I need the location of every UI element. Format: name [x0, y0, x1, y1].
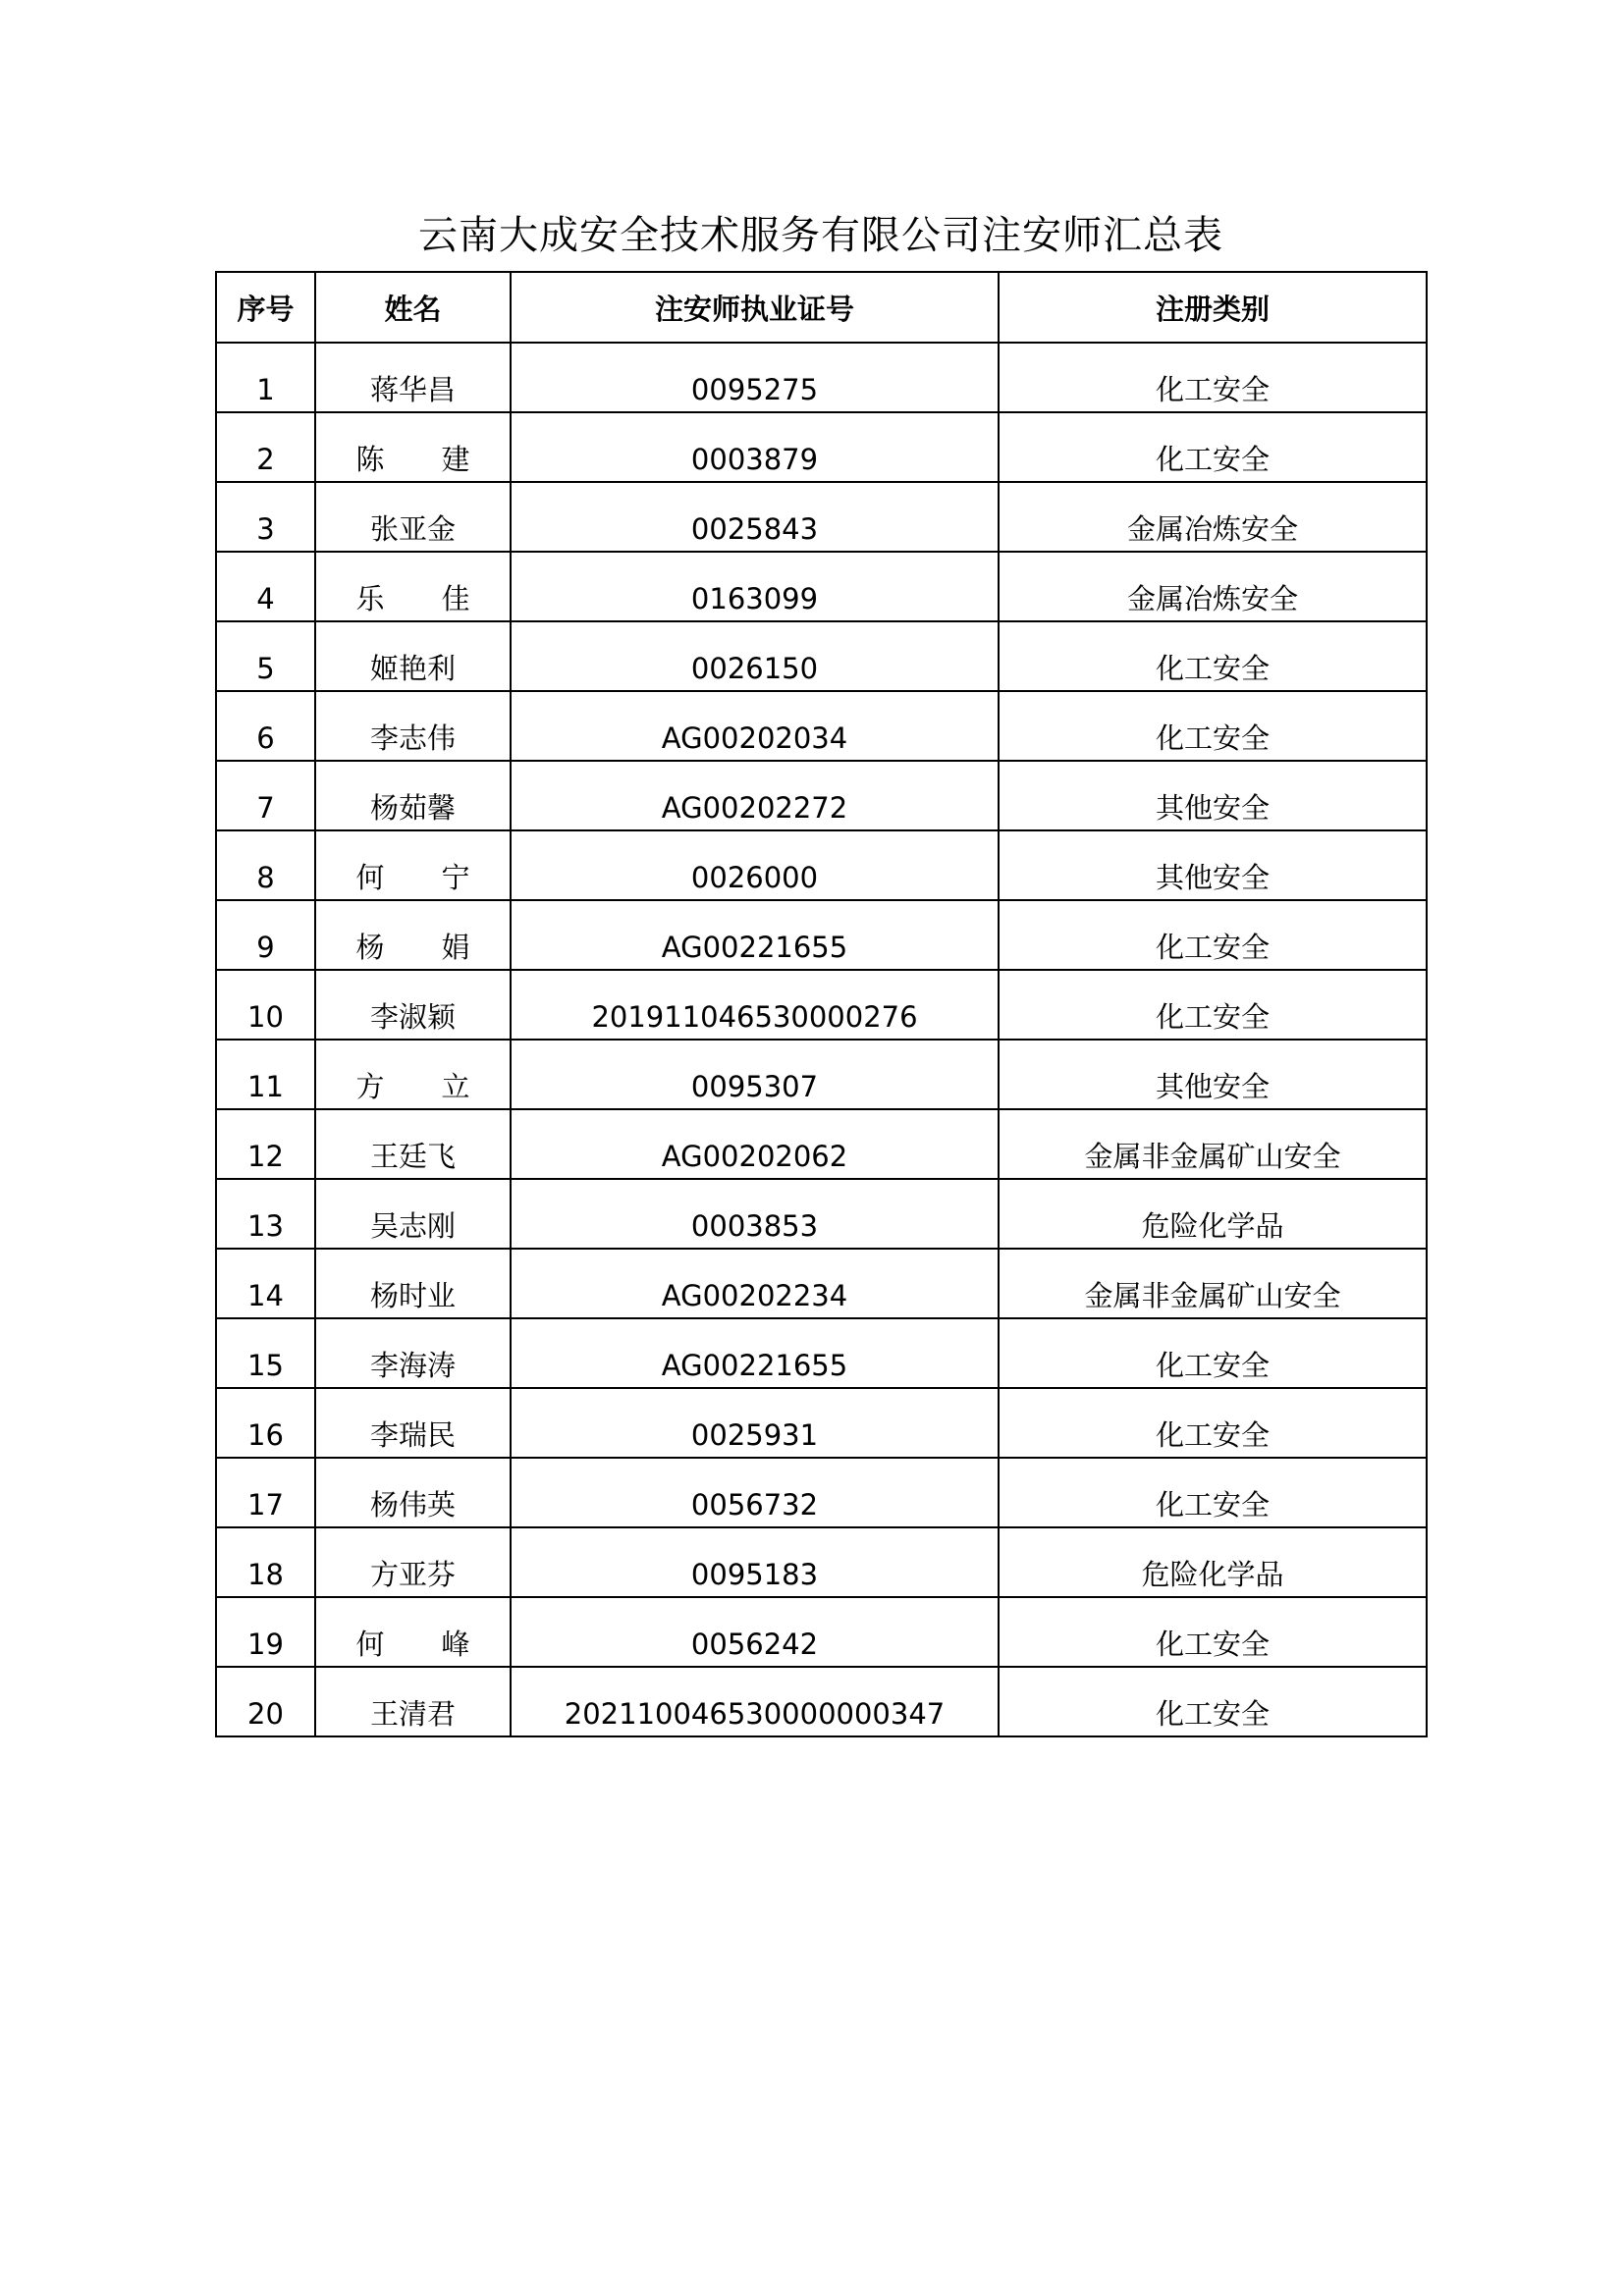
table-row	[216, 1179, 1427, 1249]
row-certificate-number: 0095307	[511, 1040, 999, 1109]
row-name: 张亚金	[315, 482, 511, 552]
row-name: 何 宁	[315, 830, 511, 900]
table-row	[216, 830, 1427, 900]
row-registration-category: 化工安全	[999, 900, 1427, 970]
table-row	[216, 343, 1427, 412]
table-row	[216, 761, 1427, 830]
table-row	[216, 1527, 1427, 1597]
table-row	[216, 1109, 1427, 1179]
row-name: 杨茹馨	[315, 761, 511, 830]
row-registration-category: 化工安全	[999, 1318, 1427, 1388]
table-row	[216, 900, 1427, 970]
row-certificate-number: AG00202062	[511, 1109, 999, 1179]
row-name: 方 立	[315, 1040, 511, 1109]
row-serial-number: 3	[216, 482, 315, 552]
table-body	[216, 343, 1427, 1736]
row-name: 李瑞民	[315, 1388, 511, 1458]
row-registration-category: 化工安全	[999, 970, 1427, 1040]
row-registration-category: 金属冶炼安全	[999, 552, 1427, 621]
row-certificate-number: 202110046530000000347	[511, 1667, 999, 1736]
row-certificate-number: 0003853	[511, 1179, 999, 1249]
document-title: 云南大成安全技术服务有限公司注安师汇总表	[418, 213, 1223, 258]
row-serial-number: 20	[216, 1667, 315, 1736]
row-certificate-number: 0163099	[511, 552, 999, 621]
row-certificate-number: AG00202034	[511, 691, 999, 761]
table-row	[216, 482, 1427, 552]
header-name: 姓名	[315, 272, 511, 343]
row-registration-category: 危险化学品	[999, 1527, 1427, 1597]
row-certificate-number: AG00202234	[511, 1249, 999, 1318]
row-name: 方亚芬	[315, 1527, 511, 1597]
table-row	[216, 1458, 1427, 1527]
table-row	[216, 970, 1427, 1040]
row-serial-number: 11	[216, 1040, 315, 1109]
table-row	[216, 1040, 1427, 1109]
row-certificate-number: 0056242	[511, 1597, 999, 1667]
row-certificate-number: 0056732	[511, 1458, 999, 1527]
row-registration-category: 化工安全	[999, 412, 1427, 482]
row-serial-number: 9	[216, 900, 315, 970]
row-serial-number: 4	[216, 552, 315, 621]
table-row	[216, 1597, 1427, 1667]
row-serial-number: 17	[216, 1458, 315, 1527]
row-certificate-number: 0003879	[511, 412, 999, 482]
table-row	[216, 552, 1427, 621]
row-name: 李志伟	[315, 691, 511, 761]
row-serial-number: 15	[216, 1318, 315, 1388]
row-certificate-number: AG00221655	[511, 1318, 999, 1388]
row-name: 杨伟英	[315, 1458, 511, 1527]
header-certificate-number: 注安师执业证号	[511, 272, 999, 343]
row-certificate-number: 0025843	[511, 482, 999, 552]
row-registration-category: 金属非金属矿山安全	[999, 1109, 1427, 1179]
row-name: 李海涛	[315, 1318, 511, 1388]
row-certificate-number: AG00221655	[511, 900, 999, 970]
row-name: 王清君	[315, 1667, 511, 1736]
row-serial-number: 10	[216, 970, 315, 1040]
row-registration-category: 化工安全	[999, 1458, 1427, 1527]
row-name: 杨 娟	[315, 900, 511, 970]
row-serial-number: 14	[216, 1249, 315, 1318]
row-name: 王廷飞	[315, 1109, 511, 1179]
row-registration-category: 其他安全	[999, 830, 1427, 900]
row-certificate-number: 0095183	[511, 1527, 999, 1597]
table-row	[216, 412, 1427, 482]
row-serial-number: 12	[216, 1109, 315, 1179]
row-name: 吴志刚	[315, 1179, 511, 1249]
row-serial-number: 19	[216, 1597, 315, 1667]
table-row	[216, 691, 1427, 761]
row-name: 乐 佳	[315, 552, 511, 621]
row-registration-category: 化工安全	[999, 691, 1427, 761]
row-registration-category: 化工安全	[999, 621, 1427, 691]
row-serial-number: 18	[216, 1527, 315, 1597]
header-registration-category: 注册类别	[999, 272, 1427, 343]
row-name: 何 峰	[315, 1597, 511, 1667]
table-row	[216, 1667, 1427, 1736]
row-serial-number: 5	[216, 621, 315, 691]
row-name: 蒋华昌	[315, 343, 511, 412]
safety-engineer-table	[215, 271, 1428, 1737]
row-registration-category: 其他安全	[999, 1040, 1427, 1109]
row-registration-category: 化工安全	[999, 343, 1427, 412]
row-registration-category: 化工安全	[999, 1667, 1427, 1736]
row-certificate-number: 0025931	[511, 1388, 999, 1458]
row-name: 李淑颖	[315, 970, 511, 1040]
row-certificate-number: 0095275	[511, 343, 999, 412]
table-row	[216, 621, 1427, 691]
row-registration-category: 其他安全	[999, 761, 1427, 830]
row-certificate-number: 201911046530000276	[511, 970, 999, 1040]
row-certificate-number: AG00202272	[511, 761, 999, 830]
table-row	[216, 1318, 1427, 1388]
row-name: 陈 建	[315, 412, 511, 482]
row-registration-category: 金属冶炼安全	[999, 482, 1427, 552]
row-certificate-number: 0026150	[511, 621, 999, 691]
row-serial-number: 6	[216, 691, 315, 761]
row-serial-number: 2	[216, 412, 315, 482]
table-header-row	[216, 272, 1427, 343]
row-name: 杨时业	[315, 1249, 511, 1318]
row-registration-category: 金属非金属矿山安全	[999, 1249, 1427, 1318]
table-row	[216, 1388, 1427, 1458]
header-serial-number: 序号	[216, 272, 315, 343]
row-registration-category: 危险化学品	[999, 1179, 1427, 1249]
row-serial-number: 16	[216, 1388, 315, 1458]
row-serial-number: 7	[216, 761, 315, 830]
row-name: 姬艳利	[315, 621, 511, 691]
row-serial-number: 8	[216, 830, 315, 900]
row-registration-category: 化工安全	[999, 1597, 1427, 1667]
row-registration-category: 化工安全	[999, 1388, 1427, 1458]
table-row	[216, 1249, 1427, 1318]
row-serial-number: 13	[216, 1179, 315, 1249]
row-serial-number: 1	[216, 343, 315, 412]
row-certificate-number: 0026000	[511, 830, 999, 900]
